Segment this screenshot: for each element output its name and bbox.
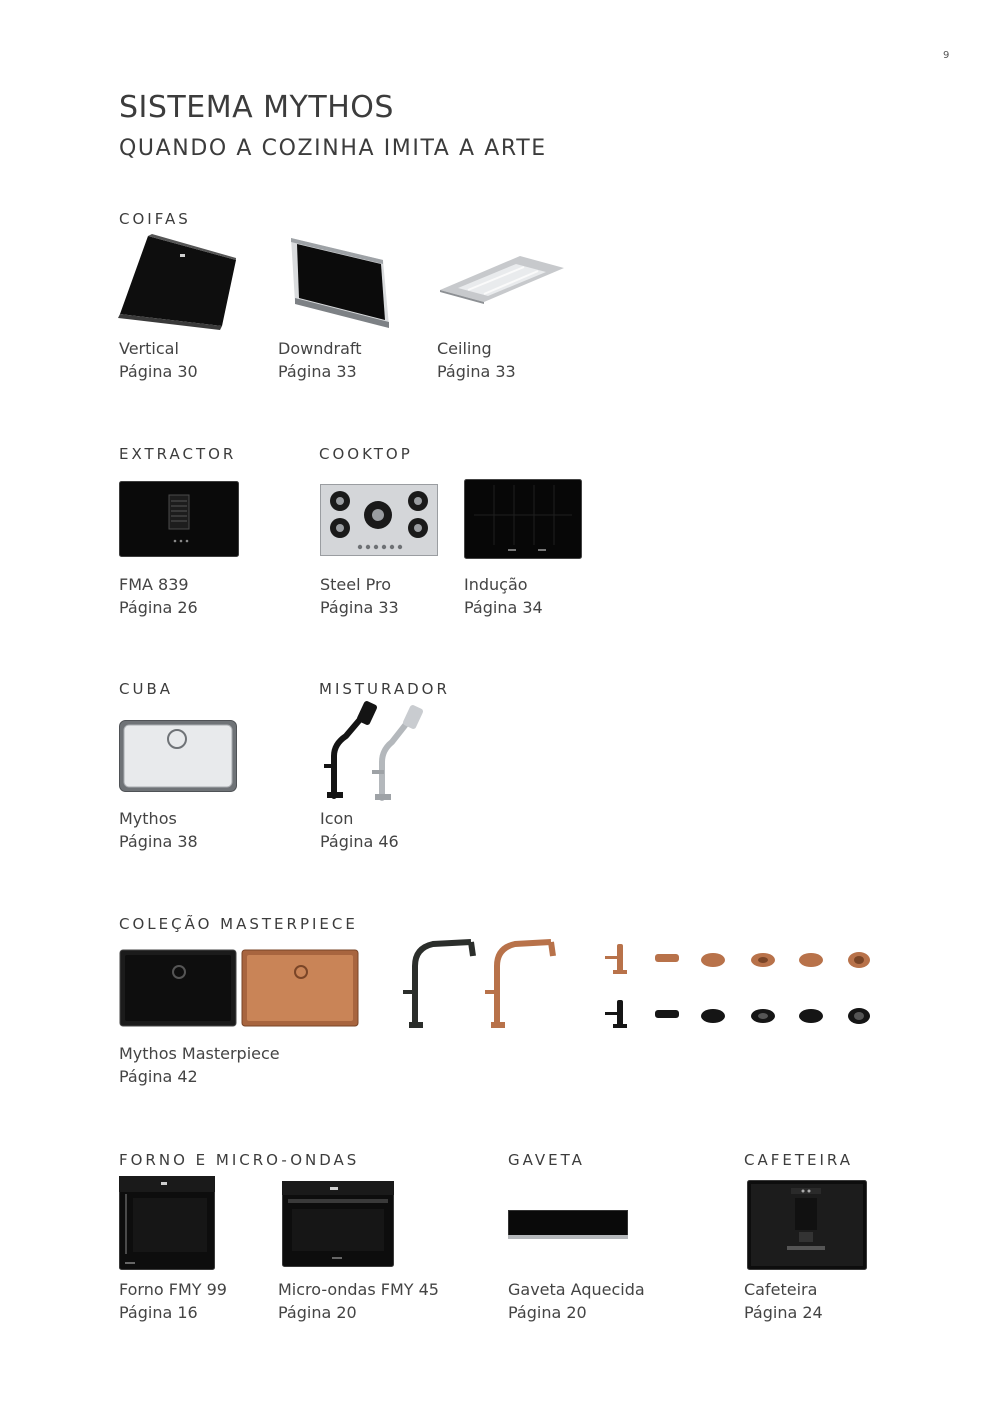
product-page: Página 38 [119,831,198,851]
product-page: Página 26 [119,597,198,617]
product-name: Ceiling [437,339,492,358]
product-name: Micro-ondas FMY 45 [278,1280,439,1299]
section-heading-gaveta: GAVETA [508,1151,585,1169]
product-downdraft [278,338,362,383]
product-page: Página 24 [744,1302,823,1322]
section-heading-masterpiece: COLEÇÃO MASTERPIECE [119,915,358,933]
sink-image [119,720,237,792]
section-heading-cafeteira: CAFETEIRA [744,1151,853,1169]
extractor-hob-image [119,481,239,557]
product-name: Cafeteira [744,1280,818,1299]
product-name: Gaveta Aquecida [508,1280,645,1299]
product-forno-fmy-99 [119,1279,227,1324]
product-name: FMA 839 [119,575,189,594]
section-heading-forno: FORNO E MICRO-ONDAS [119,1151,360,1169]
masterpiece-collection-image [119,936,879,1028]
section-heading-cooktop: COOKTOP [319,445,413,463]
product-page: Página 20 [508,1302,587,1322]
product-page: Página 20 [278,1302,357,1322]
product-name: Steel Pro [320,575,392,594]
product-ceiling [437,338,516,383]
product-name: Indução [464,575,528,594]
vertical-hood-image [118,234,238,334]
product-gaveta-aquecida [508,1279,645,1324]
faucet-image [320,700,428,802]
section-heading-coifas: COIFAS [119,210,191,228]
product-page: Página 46 [320,831,399,851]
product-steel-pro [320,574,399,619]
downdraft-hood-image [285,236,395,331]
product-cafeteira [744,1279,823,1324]
product-icon [320,808,399,853]
microwave-image [282,1181,394,1267]
oven-image [119,1176,215,1270]
page-subtitle: QUANDO A COZINHA IMITA A ARTE [119,136,547,161]
section-heading-misturador: MISTURADOR [319,680,450,698]
section-heading-extractor: EXTRACTOR [119,445,237,463]
product-mythos [119,808,198,853]
product-page: Página 34 [464,597,543,617]
product-name: Icon [320,809,354,828]
product-name: Downdraft [278,339,362,358]
product-page: Página 16 [119,1302,198,1322]
product-mythos-masterpiece [119,1043,280,1088]
product-name: Mythos Masterpiece [119,1044,280,1063]
gas-cooktop-image [320,484,438,556]
product-micro-ondas-fmy-45 [278,1279,439,1324]
page-title: SISTEMA MYTHOS [119,90,394,125]
section-heading-cuba: CUBA [119,680,174,698]
product-name: Forno FMY 99 [119,1280,227,1299]
ceiling-hood-image [438,252,566,304]
product-fma-839 [119,574,198,619]
product-vertical [119,338,198,383]
induction-cooktop-image [464,479,582,559]
product-page: Página 33 [278,361,357,381]
product-page: Página 33 [437,361,516,381]
product-page: Página 33 [320,597,399,617]
warming-drawer-image [508,1210,628,1240]
page-number: 9 [943,50,950,61]
product-name: Mythos [119,809,177,828]
product-name: Vertical [119,339,179,358]
product-inducao [464,574,543,619]
coffee-machine-image [747,1180,867,1270]
product-page: Página 30 [119,361,198,381]
product-page: Página 42 [119,1066,198,1086]
